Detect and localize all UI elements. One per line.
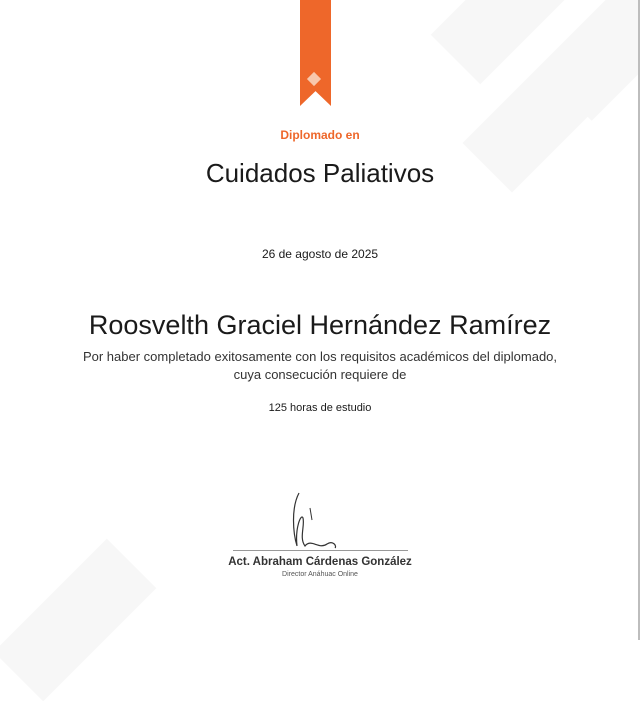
certificate-subtitle: Diplomado en — [280, 128, 360, 142]
signature-line — [233, 550, 408, 551]
description-line-2: cuya consecución requiere de — [233, 367, 407, 382]
course-title: Cuidados Paliativos — [205, 158, 435, 188]
certificate-date: 26 de agosto de 2025 — [261, 247, 379, 261]
ribbon-bookmark — [300, 0, 331, 106]
description-line-1: Por haber completado exitosamente con los requisitos académicos del diplomado, — [82, 349, 558, 364]
certificate-description — [0, 348, 640, 384]
signer-role: Director Anáhuac Online — [282, 571, 358, 578]
recipient-name: Roosvelth Graciel Hernández Ramírez — [88, 310, 552, 340]
study-hours: 125 horas de estudio — [268, 402, 372, 414]
signature-image — [285, 488, 355, 553]
signer-name: Act. Abraham Cárdenas González — [228, 556, 412, 568]
